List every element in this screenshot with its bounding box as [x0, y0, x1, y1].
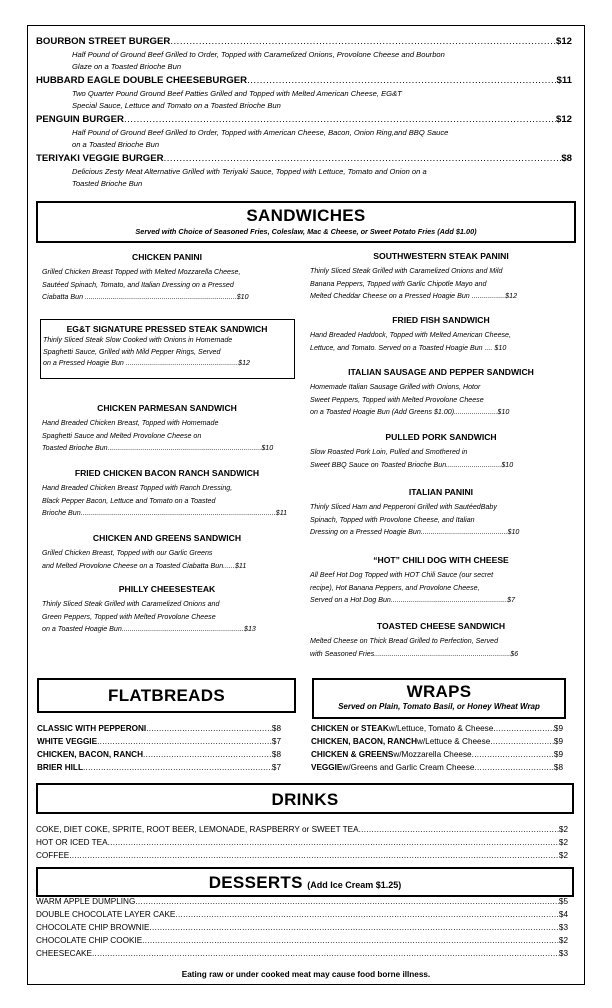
item-name: COKE, DIET COKE, SPRITE, ROOT BEER, LEMONADE, RASPBERRY or SWEET TEA: [36, 825, 359, 834]
item-price: $2: [558, 936, 568, 945]
item-price: $2: [558, 838, 568, 847]
item-name: CHICKEN, BACON, RANCH: [37, 750, 143, 759]
sandwich-item: [42, 468, 292, 520]
list-item: [37, 737, 281, 750]
item-name: CHOCOLATE CHIP BROWNIE: [36, 923, 150, 932]
sandwich-desc: Thinly Sliced Ham and Pepperoni Grilled with SautéedBaby: [310, 503, 497, 511]
list-item: [36, 897, 568, 910]
sandwich-desc: Homemade Italian Sausage Grilled with Onions, Hotor: [310, 383, 481, 391]
sandwich-desc: on a Pressed Hoagie Bun .........................................................$12: [43, 359, 250, 367]
sandwich-name: “HOT” CHILI DOG WITH CHEESE: [373, 555, 509, 565]
section-title: SANDWICHES: [246, 206, 366, 225]
sandwich-item: [310, 487, 572, 539]
drinks-header: [36, 783, 574, 814]
sandwich-name: CHICKEN PANINI: [131, 252, 203, 262]
sandwich-desc: Thinly Sliced Steak Slow Cooked with Onions in Homemade: [43, 336, 233, 344]
sandwich-name: PHILLY CHEESESTEAK: [118, 584, 216, 594]
item-name: COFFEE: [36, 851, 70, 860]
item-name: BRIER HILL: [37, 763, 83, 772]
sandwich-item: [310, 621, 572, 660]
sandwich-desc: Brioche Bun...................................................................................................$11: [42, 509, 288, 518]
sandwich-desc: Hand Breaded Haddock, Topped with Melted American Cheese,: [310, 331, 511, 339]
item-price: $7: [271, 737, 281, 746]
sandwich-desc: Served on a Hot Dog Bun...........................................................$7: [310, 596, 516, 605]
list-item: [36, 851, 568, 864]
item-price: $2: [558, 825, 568, 834]
list-item: [311, 724, 563, 737]
item-price: $4: [558, 910, 568, 919]
burger-desc: Special Sauce, Lettuce and Tomato on a Toasted Brioche Bun: [72, 101, 281, 110]
wraps-list: [311, 724, 563, 776]
burger-desc: Toasted Brioche Bun: [72, 179, 143, 188]
sandwich-desc: Melted Cheese on Thick Bread Grilled to Perfection, Served: [310, 637, 499, 645]
flatbreads-list: [37, 724, 281, 776]
item-name: CHOCOLATE CHIP COOKIE: [36, 936, 143, 945]
list-item: [36, 825, 568, 838]
desserts-header: [36, 867, 574, 897]
sandwich-desc: Sweet BBQ Sauce on Toasted Brioche Bun............................$10: [310, 460, 514, 469]
sandwich-desc: Sautéed Spinach, Tomato, and Italian Dressing on a Pressed: [42, 280, 234, 289]
burger-desc: Delicious Zesty Meat Alternative Grilled with Teriyaki Sauce, Topped with Lettuce, Tomato and Onion on a: [72, 167, 427, 176]
sandwich-desc: Spaghetti Sauce and Melted Provolone Cheese on: [42, 431, 202, 440]
sandwich-desc: Slow Roasted Pork Loin, Pulled and Smothered in: [310, 448, 468, 456]
list-item: [311, 763, 563, 776]
list-item: [37, 750, 281, 763]
list-item: [311, 750, 563, 763]
sandwich-item: [42, 533, 292, 572]
item-price: $2: [558, 851, 568, 860]
item-price: $5: [558, 897, 568, 906]
section-subtitle: Served on Plain, Tomato Basil, or Honey Wheat Wrap: [338, 702, 540, 711]
sandwich-desc: Sweet Peppers, Topped with Melted Provolone Cheese: [310, 395, 484, 404]
sandwich-desc: Grilled Chicken Breast Topped with Melted Mozzarella Cheese,: [42, 268, 241, 276]
burger-price: $8: [561, 153, 572, 164]
burger-desc: Two Quarter Pound Ground Beef Patties Grilled and Topped with Melted American Cheese, EG&T: [72, 89, 402, 98]
item-name: CHICKEN & GREENS: [311, 750, 394, 759]
sandwich-desc: Toasted Brioche Bun..............................................................................$10: [42, 444, 274, 453]
sandwich-name: CHICKEN PARMESAN SANDWICH: [97, 403, 237, 413]
item-price: $9: [553, 737, 563, 746]
section-title: DESSERTS: [208, 873, 303, 892]
item-extra: w/Greens and Garlic Cream Cheese: [342, 763, 475, 772]
burger-price: $12: [555, 114, 572, 125]
sandwich-desc: on a Toasted Hoagie Bun (Add Greens $1.00)......................$10: [310, 408, 510, 417]
burger-desc: on a Toasted Brioche Bun: [72, 140, 160, 149]
item-price: $8: [271, 724, 281, 733]
sandwich-name: CHICKEN AND GREENS SANDWICH: [92, 533, 242, 543]
sandwich-desc: Ciabatta Bun .............................................................................$10: [42, 293, 249, 302]
desserts-list: [36, 897, 568, 962]
sandwich-desc: with Seasoned Fries.....................................................................$6: [310, 649, 519, 658]
burger-item: [36, 114, 572, 151]
item-price: $9: [553, 750, 563, 759]
sandwich-desc: Melted Cheddar Cheese on a Pressed Hoagie Bun .................$12: [310, 292, 518, 301]
section-title: DRINKS: [271, 790, 339, 809]
sandwich-desc: All Beef Hot Dog Topped with HOT Chili Sauce (our secret: [310, 571, 494, 579]
burger-item: [36, 36, 572, 73]
item-name: WHITE VEGGIE: [37, 737, 98, 746]
sandwich-item: [310, 315, 572, 354]
item-name: CLASSIC WITH PEPPERONI: [37, 724, 147, 733]
sandwich-desc: Grilled Chicken Breast, Topped with our Garlic Greens: [42, 549, 213, 557]
sandwich-name: EG&T SIGNATURE PRESSED STEAK SANDWICH: [66, 324, 268, 334]
item-extra: w/Lettuce & Cheese: [416, 737, 491, 746]
sandwich-desc: Spinach, Topped with Provolone Cheese, and Italian: [310, 515, 475, 524]
sandwich-desc: Thinly Sliced Steak Grilled with Caramelized Onions and Mild: [310, 267, 503, 275]
item-price: $3: [558, 949, 568, 958]
list-item: [37, 763, 281, 776]
sandwich-desc: Black Pepper Bacon, Lettuce and Tomato on a Toasted: [42, 496, 216, 505]
section-title: FLATBREADS: [108, 686, 225, 705]
sandwich-desc: on a Toasted Hoagie Bun..............................................................$13: [42, 625, 256, 634]
sandwich-name: SOUTHWESTERN STEAK PANINI: [373, 251, 509, 261]
item-name: DOUBLE CHOCOLATE LAYER CAKE: [36, 910, 176, 919]
burger-desc: Half Pound of Ground Beef Grilled to Order, Topped with Caramelized Onions, Provolone Cheese and Bourbon: [72, 50, 445, 59]
sandwich-item: [310, 555, 572, 607]
burger-name: HUBBARD EAGLE DOUBLE CHEESEBURGER: [36, 75, 248, 86]
burger-name: PENGUIN BURGER: [36, 114, 124, 125]
list-item: [37, 724, 281, 737]
sandwich-name: ITALIAN SAUSAGE AND PEPPER SANDWICH: [348, 367, 534, 377]
sandwich-name: FRIED FISH SANDWICH: [392, 315, 490, 325]
sandwich-item: [42, 252, 292, 304]
burger-desc: Glaze on a Toasted Brioche Bun: [72, 62, 182, 71]
item-name: CHICKEN, BACON, RANCH: [311, 737, 417, 746]
section-title-note: (Add Ice Cream $1.25): [307, 880, 402, 890]
sandwich-name: ITALIAN PANINI: [408, 487, 474, 497]
sandwich-desc: Hand Breaded Chicken Breast Topped with Ranch Dressing,: [42, 484, 233, 492]
item-price: $7: [271, 763, 281, 772]
item-price: $8: [271, 750, 281, 759]
sandwich-item: [42, 403, 292, 455]
list-item: [36, 838, 568, 851]
burger-name: TERIYAKI VEGGIE BURGER: [36, 153, 164, 164]
flatbreads-header: [37, 678, 296, 713]
sandwich-desc: Banana Peppers, Topped with Garlic Chipotle Mayo and: [310, 279, 487, 288]
sandwich-desc: Spaghetti Sauce, Grilled with Mild Pepper Rings, Served: [43, 347, 221, 356]
burger-item: [36, 75, 572, 112]
sandwich-item: [310, 367, 572, 419]
burger-name: BOURBON STREET BURGER: [36, 36, 171, 47]
list-item: [36, 949, 568, 962]
sandwich-desc: recipe), Hot Banana Peppers, and Provolone Cheese,: [310, 583, 480, 592]
burger-price: $12: [555, 36, 572, 47]
burger-price: $11: [556, 75, 572, 86]
item-name: HOT OR ICED TEA: [36, 838, 108, 847]
list-item: [311, 737, 563, 750]
section-subtitle: Served with Choice of Seasoned Fries, Coleslaw, Mac & Cheese, or Sweet Potato Fries (Add $1.00): [135, 227, 477, 236]
sandwiches-header: [36, 201, 576, 243]
item-extra: w/Lettuce, Tomato & Cheese: [388, 724, 494, 733]
item-name: CHICKEN or STEAK: [311, 724, 389, 733]
sandwich-item: [310, 432, 572, 471]
item-name: WARM APPLE DUMPLING: [36, 897, 136, 906]
section-title: WRAPS: [406, 682, 472, 701]
list-item: [36, 923, 568, 936]
drinks-list: [36, 825, 568, 864]
sandwich-item: [310, 251, 572, 303]
wraps-header: [312, 678, 566, 719]
burger-desc: Half Pound of Ground Beef Grilled to Order, Topped with American Cheese, Bacon, Onion Ring,and BBQ Sauce: [72, 128, 449, 137]
sandwich-name: FRIED CHICKEN BACON RANCH SANDWICH: [74, 468, 260, 478]
sandwich-name: TOASTED CHEESE SANDWICH: [376, 621, 506, 631]
item-extra: w/Mozzarella Cheese: [393, 750, 472, 759]
item-name: CHEESECAKE: [36, 949, 92, 958]
list-item: [36, 910, 568, 923]
sandwich-desc: Lettuce, and Tomato. Served on a Toasted Hoagie Bun .... $10: [310, 343, 507, 352]
signature-sandwich-box: [40, 319, 295, 379]
burger-item: [36, 153, 572, 190]
list-item: [36, 936, 568, 949]
item-price: $9: [553, 724, 563, 733]
item-price: $3: [558, 923, 568, 932]
sandwich-name: PULLED PORK SANDWICH: [385, 432, 497, 442]
sandwich-desc: Dressing on a Pressed Hoagie Bun............................................$10: [310, 528, 520, 537]
sandwich-desc: Green Peppers, Topped with Melted Provolone Cheese: [42, 612, 216, 621]
sandwich-item: [42, 584, 292, 636]
item-name: VEGGIE: [311, 763, 343, 772]
sandwich-desc: and Melted Provolone Cheese on a Toasted Ciabatta Bun......$11: [42, 561, 247, 570]
sandwich-desc: Hand Breaded Chicken Breast, Topped with Homemade: [42, 419, 219, 427]
sandwich-item: [43, 324, 291, 370]
food-safety-note: Eating raw or under cooked meat may cause food borne illness.: [181, 970, 431, 979]
sandwich-desc: Thinly Sliced Steak Grilled with Caramelized Onions and: [42, 600, 220, 608]
item-price: $8: [553, 763, 563, 772]
